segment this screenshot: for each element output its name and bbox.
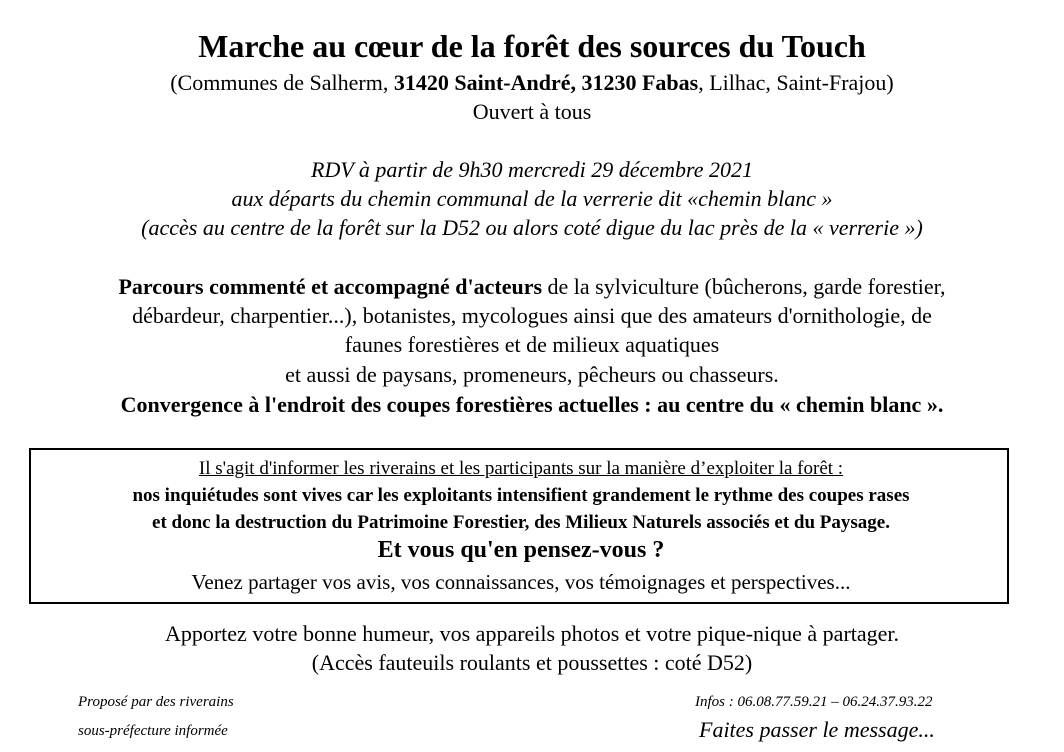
communes-line [0, 70, 1064, 96]
open-to-all: Ouvert à tous [472, 99, 592, 124]
rdv-departure: aux départs du chemin communal de la verrerie dit «chemin blanc » [231, 186, 833, 211]
info-box-concern-1: nos inquiétudes sont vives car les exploitants intensifient grandement le rythme des coupes rases [132, 485, 910, 506]
footer-prefecture: sous-préfecture informée [78, 723, 228, 739]
communes-postcodes: 31420 Saint-André, 31230 Fabas [393, 70, 699, 95]
communes-suffix: , Lilhac, Saint-Frajou) [698, 70, 894, 95]
footer-proposed: Proposé par des riverains [78, 694, 234, 710]
rdv-date: RDV à partir de 9h30 mercredi 29 décembre 2021 [311, 157, 753, 182]
rdv-access: (accès au centre de la forêt sur la D52 ou alors coté digue du lac près de la « verrerie ») [141, 215, 923, 240]
info-box-intro: Il s'agit d'informer les riverains et les participants sur la manière d’exploiter la forêt : [198, 458, 844, 479]
parcours-line-3: faunes forestières et de milieux aquatiques [344, 332, 720, 357]
parcours-rest: de la sylviculture (bûcherons, garde forestier, [542, 274, 946, 299]
convergence-line: Convergence à l'endroit des coupes forestières actuelles : au centre du « chemin blanc ». [120, 392, 944, 417]
footer-infos: Infos : 06.08.77.59.21 – 06.24.37.93.22 [695, 694, 933, 710]
info-box-invite: Venez partager vos avis, vos connaissances, vos témoignages et perspectives... [191, 570, 851, 594]
parcours-line-2: débardeur, charpentier...), botanistes, mycologues ainsi que des amateurs d'ornithologie, de [132, 303, 932, 328]
bring-line-2: (Accès fauteuils roulants et poussettes : coté D52) [311, 650, 753, 675]
info-box-concern-2: et donc la destruction du Patrimoine Forestier, des Milieux Naturels associés et du Paysage. [152, 512, 890, 533]
communes-prefix: (Communes de Salherm, [170, 70, 394, 95]
parcours-bold: Parcours commenté et accompagné d'acteurs [118, 274, 543, 299]
parcours-line-4: et aussi de paysans, promeneurs, pêcheurs ou chasseurs. [285, 362, 779, 387]
parcours-line-1 [0, 274, 1064, 300]
page-title: Marche au cœur de la forêt des sources du Touch [198, 28, 866, 64]
info-box-question: Et vous qu'en pensez-vous ? [377, 537, 665, 563]
bring-line-1: Apportez votre bonne humeur, vos appareils photos et votre pique-nique à partager. [164, 621, 900, 646]
footer-pass-message: Faites passer le message... [699, 717, 935, 742]
info-box [29, 448, 1009, 604]
